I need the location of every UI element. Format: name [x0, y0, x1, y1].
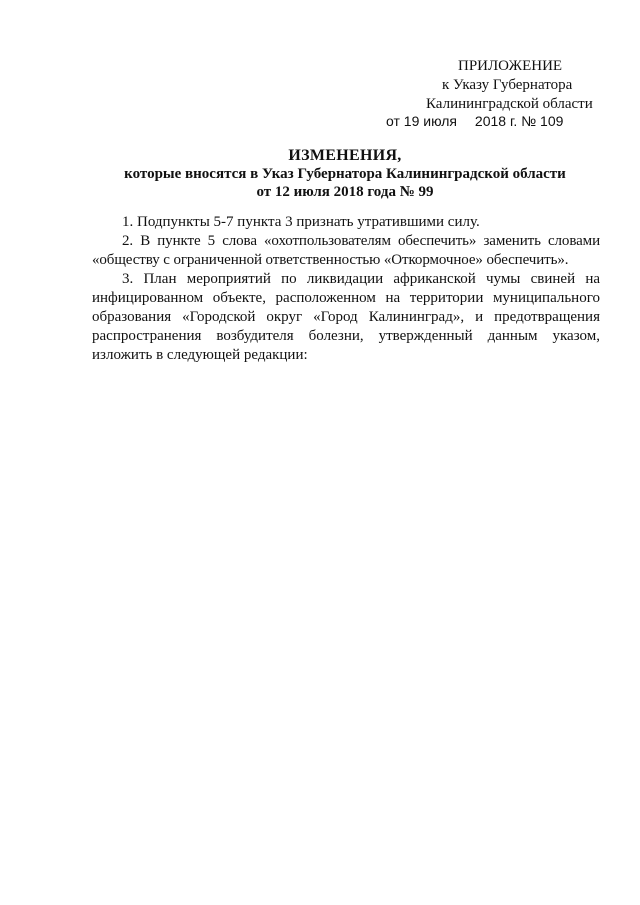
document-body — [92, 213, 600, 365]
number-value: 109 — [540, 113, 564, 129]
date-prefix: от — [386, 113, 400, 129]
title-subtitle-line2: от 12 июля 2018 года № 99 — [256, 184, 434, 200]
number-label: № — [521, 113, 537, 129]
title-subtitle-line1: которые вносятся в Указ Губернатора Калининградской области — [124, 166, 566, 182]
date-year: 2018 г. — [474, 113, 518, 129]
paragraph-2: 2. В пункте 5 слова «охотпользователям обеспечить» заменить словами «обществу с ограниченной ответственностью «Откормочное» обеспечить». — [92, 233, 600, 268]
appendix-decree-reference: к Указу Губернатора — [442, 77, 573, 93]
paragraph-3: 3. План мероприятий по ликвидации африканской чумы свиней на инфицированном объекте, расположенном на территории муниципального образования «Городской округ «Город Калининград», и предотвращения распространения возбудителя болезни, утвержденный данным указом, изложить в следующей редакции: — [92, 271, 600, 363]
document-title — [80, 147, 610, 201]
appendix-region: Калининградской области — [426, 96, 593, 112]
appendix-date-number — [386, 112, 563, 131]
date-day: 19 — [403, 113, 420, 129]
date-month: июля — [423, 113, 458, 129]
title-heading: ИЗМЕНЕНИЯ, — [288, 147, 402, 164]
paragraph-1: 1. Подпункты 5-7 пункта 3 признать утратившими силу. — [122, 214, 480, 230]
appendix-label: ПРИЛОЖЕНИЕ — [458, 58, 563, 74]
